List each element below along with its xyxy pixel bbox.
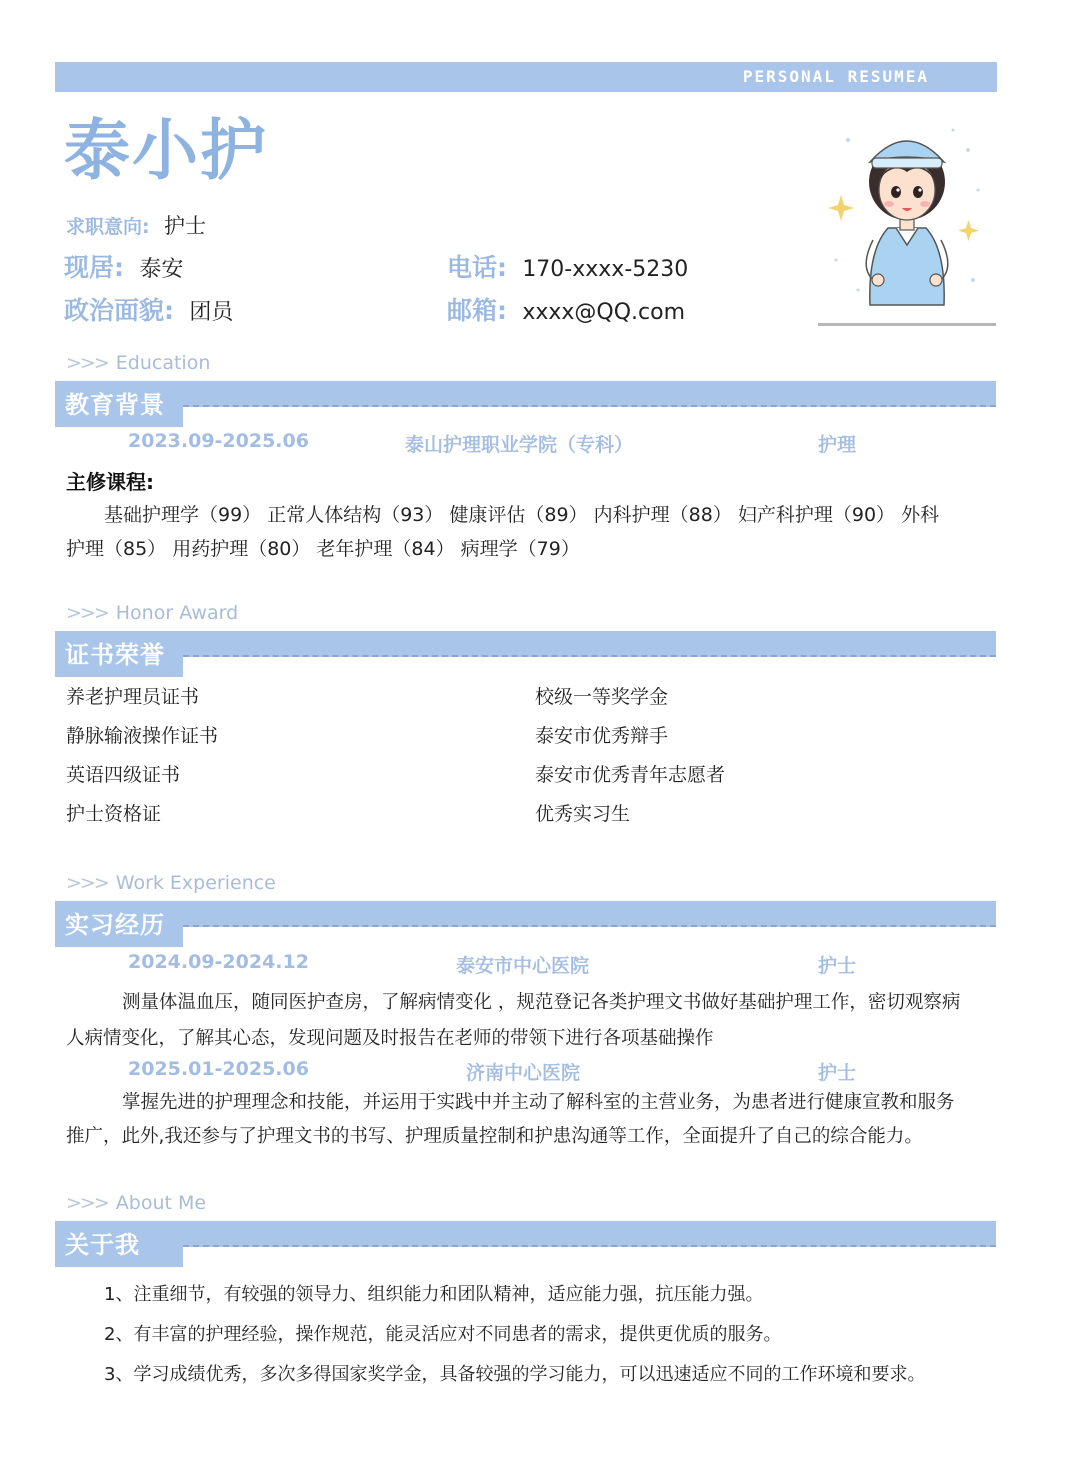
courses-line-2: 护理（85） 用药护理（80） 老年护理（84） 病理学（79）	[66, 538, 580, 560]
education-dash-line	[183, 405, 996, 407]
top-banner	[55, 62, 997, 92]
honor-item: 养老护理员证书	[66, 686, 200, 708]
education-period: 2023.09-2025.06	[128, 430, 309, 452]
honor-item: 优秀实习生	[535, 803, 631, 825]
nurse-avatar-icon	[818, 110, 996, 325]
experience-desc-line: 人病情变化，了解其心态，发现问题及时报告在老师的带领下进行各项基础操作	[66, 1028, 714, 1049]
honor-en-title: >>> Honor Award	[66, 602, 239, 624]
honor-item: 护士资格证	[66, 803, 162, 825]
education-bar	[55, 381, 996, 407]
section-arrow-icon: >>>	[66, 872, 108, 894]
education-school: 泰山护理职业学院（专科）	[405, 434, 634, 456]
avatar-underline	[818, 323, 996, 326]
experience-role: 护士	[818, 955, 857, 977]
residence-value: 泰安	[139, 257, 184, 282]
honor-title: 证书荣誉	[55, 631, 183, 677]
political-row	[64, 291, 233, 327]
about-en-title: >>> About Me	[66, 1192, 207, 1214]
email-row	[447, 291, 685, 327]
experience-en-title: >>> Work Experience	[66, 872, 276, 894]
experience-period: 2024.09-2024.12	[128, 951, 309, 973]
experience-period: 2025.01-2025.06	[128, 1058, 309, 1080]
education-en-title: >>> Education	[66, 352, 211, 374]
honor-item: 英语四级证书	[66, 764, 181, 786]
political-label: 政治面貌:	[64, 296, 174, 325]
job-intent-value: 护士	[163, 214, 206, 238]
resume-name: 泰小护	[64, 112, 268, 189]
about-bar	[55, 1221, 996, 1247]
honor-item: 泰安市优秀青年志愿者	[535, 764, 726, 786]
phone-label: 电话:	[447, 253, 507, 282]
honor-item: 泰安市优秀辩手	[535, 725, 669, 747]
education-title: 教育背景	[55, 381, 183, 427]
experience-place: 泰安市中心医院	[456, 955, 590, 977]
courses-line-1: 基础护理学（99） 正常人体结构（93） 健康评估（89） 内科护理（88） 妇产科护理（90） 外科	[104, 504, 940, 526]
about-item: 3、学习成绩优秀，多次多得国家奖学金，具备较强的学习能力，可以迅速适应不同的工作环境和要求。	[104, 1364, 926, 1385]
phone-value: 170-xxxx-5230	[522, 257, 689, 282]
email-label: 邮箱:	[447, 296, 507, 325]
honor-item: 静脉输液操作证书	[66, 725, 219, 747]
honor-dash-line	[183, 655, 996, 657]
section-arrow-icon: >>>	[66, 1192, 108, 1214]
experience-place: 济南中心医院	[466, 1062, 581, 1084]
section-arrow-icon: >>>	[66, 602, 108, 624]
residence-row	[64, 248, 183, 284]
experience-bar	[55, 901, 996, 927]
honor-bar	[55, 631, 996, 657]
banner-title: PERSONAL RESUMEA	[742, 67, 929, 86]
about-title: 关于我	[55, 1221, 183, 1267]
experience-dash-line	[183, 925, 996, 927]
about-item: 1、注重细节，有较强的领导力、组织能力和团队精神，适应能力强，抗压能力强。	[104, 1284, 764, 1305]
experience-title: 实习经历	[55, 901, 183, 947]
job-intent-row	[66, 210, 206, 240]
education-major: 护理	[818, 434, 857, 456]
experience-desc-line: 推广，此外,我还参与了护理文书的书写、护理质量控制和护患沟通等工作，全面提升了自己的综合能力。	[66, 1126, 923, 1147]
experience-desc-line: 掌握先进的护理理念和技能，并运用于实践中并主动了解科室的主营业务，为患者进行健康宣教和服务	[122, 1092, 955, 1113]
political-value: 团员	[189, 300, 234, 325]
residence-label: 现居:	[64, 253, 124, 282]
honor-item: 校级一等奖学金	[535, 686, 669, 708]
about-item: 2、有丰富的护理经验，操作规范，能灵活应对不同患者的需求，提供更优质的服务。	[104, 1324, 782, 1345]
courses-label: 主修课程:	[66, 470, 154, 494]
section-arrow-icon: >>>	[66, 352, 108, 374]
email-value: xxxx@QQ.com	[522, 300, 686, 325]
phone-row	[447, 248, 688, 284]
about-dash-line	[183, 1245, 996, 1247]
experience-desc-line: 测量体温血压，随同医护查房，了解病情变化 ，规范登记各类护理文书做好基础护理工作，密切观察病	[122, 992, 961, 1013]
job-intent-label: 求职意向:	[66, 216, 150, 238]
experience-role: 护士	[818, 1062, 857, 1084]
